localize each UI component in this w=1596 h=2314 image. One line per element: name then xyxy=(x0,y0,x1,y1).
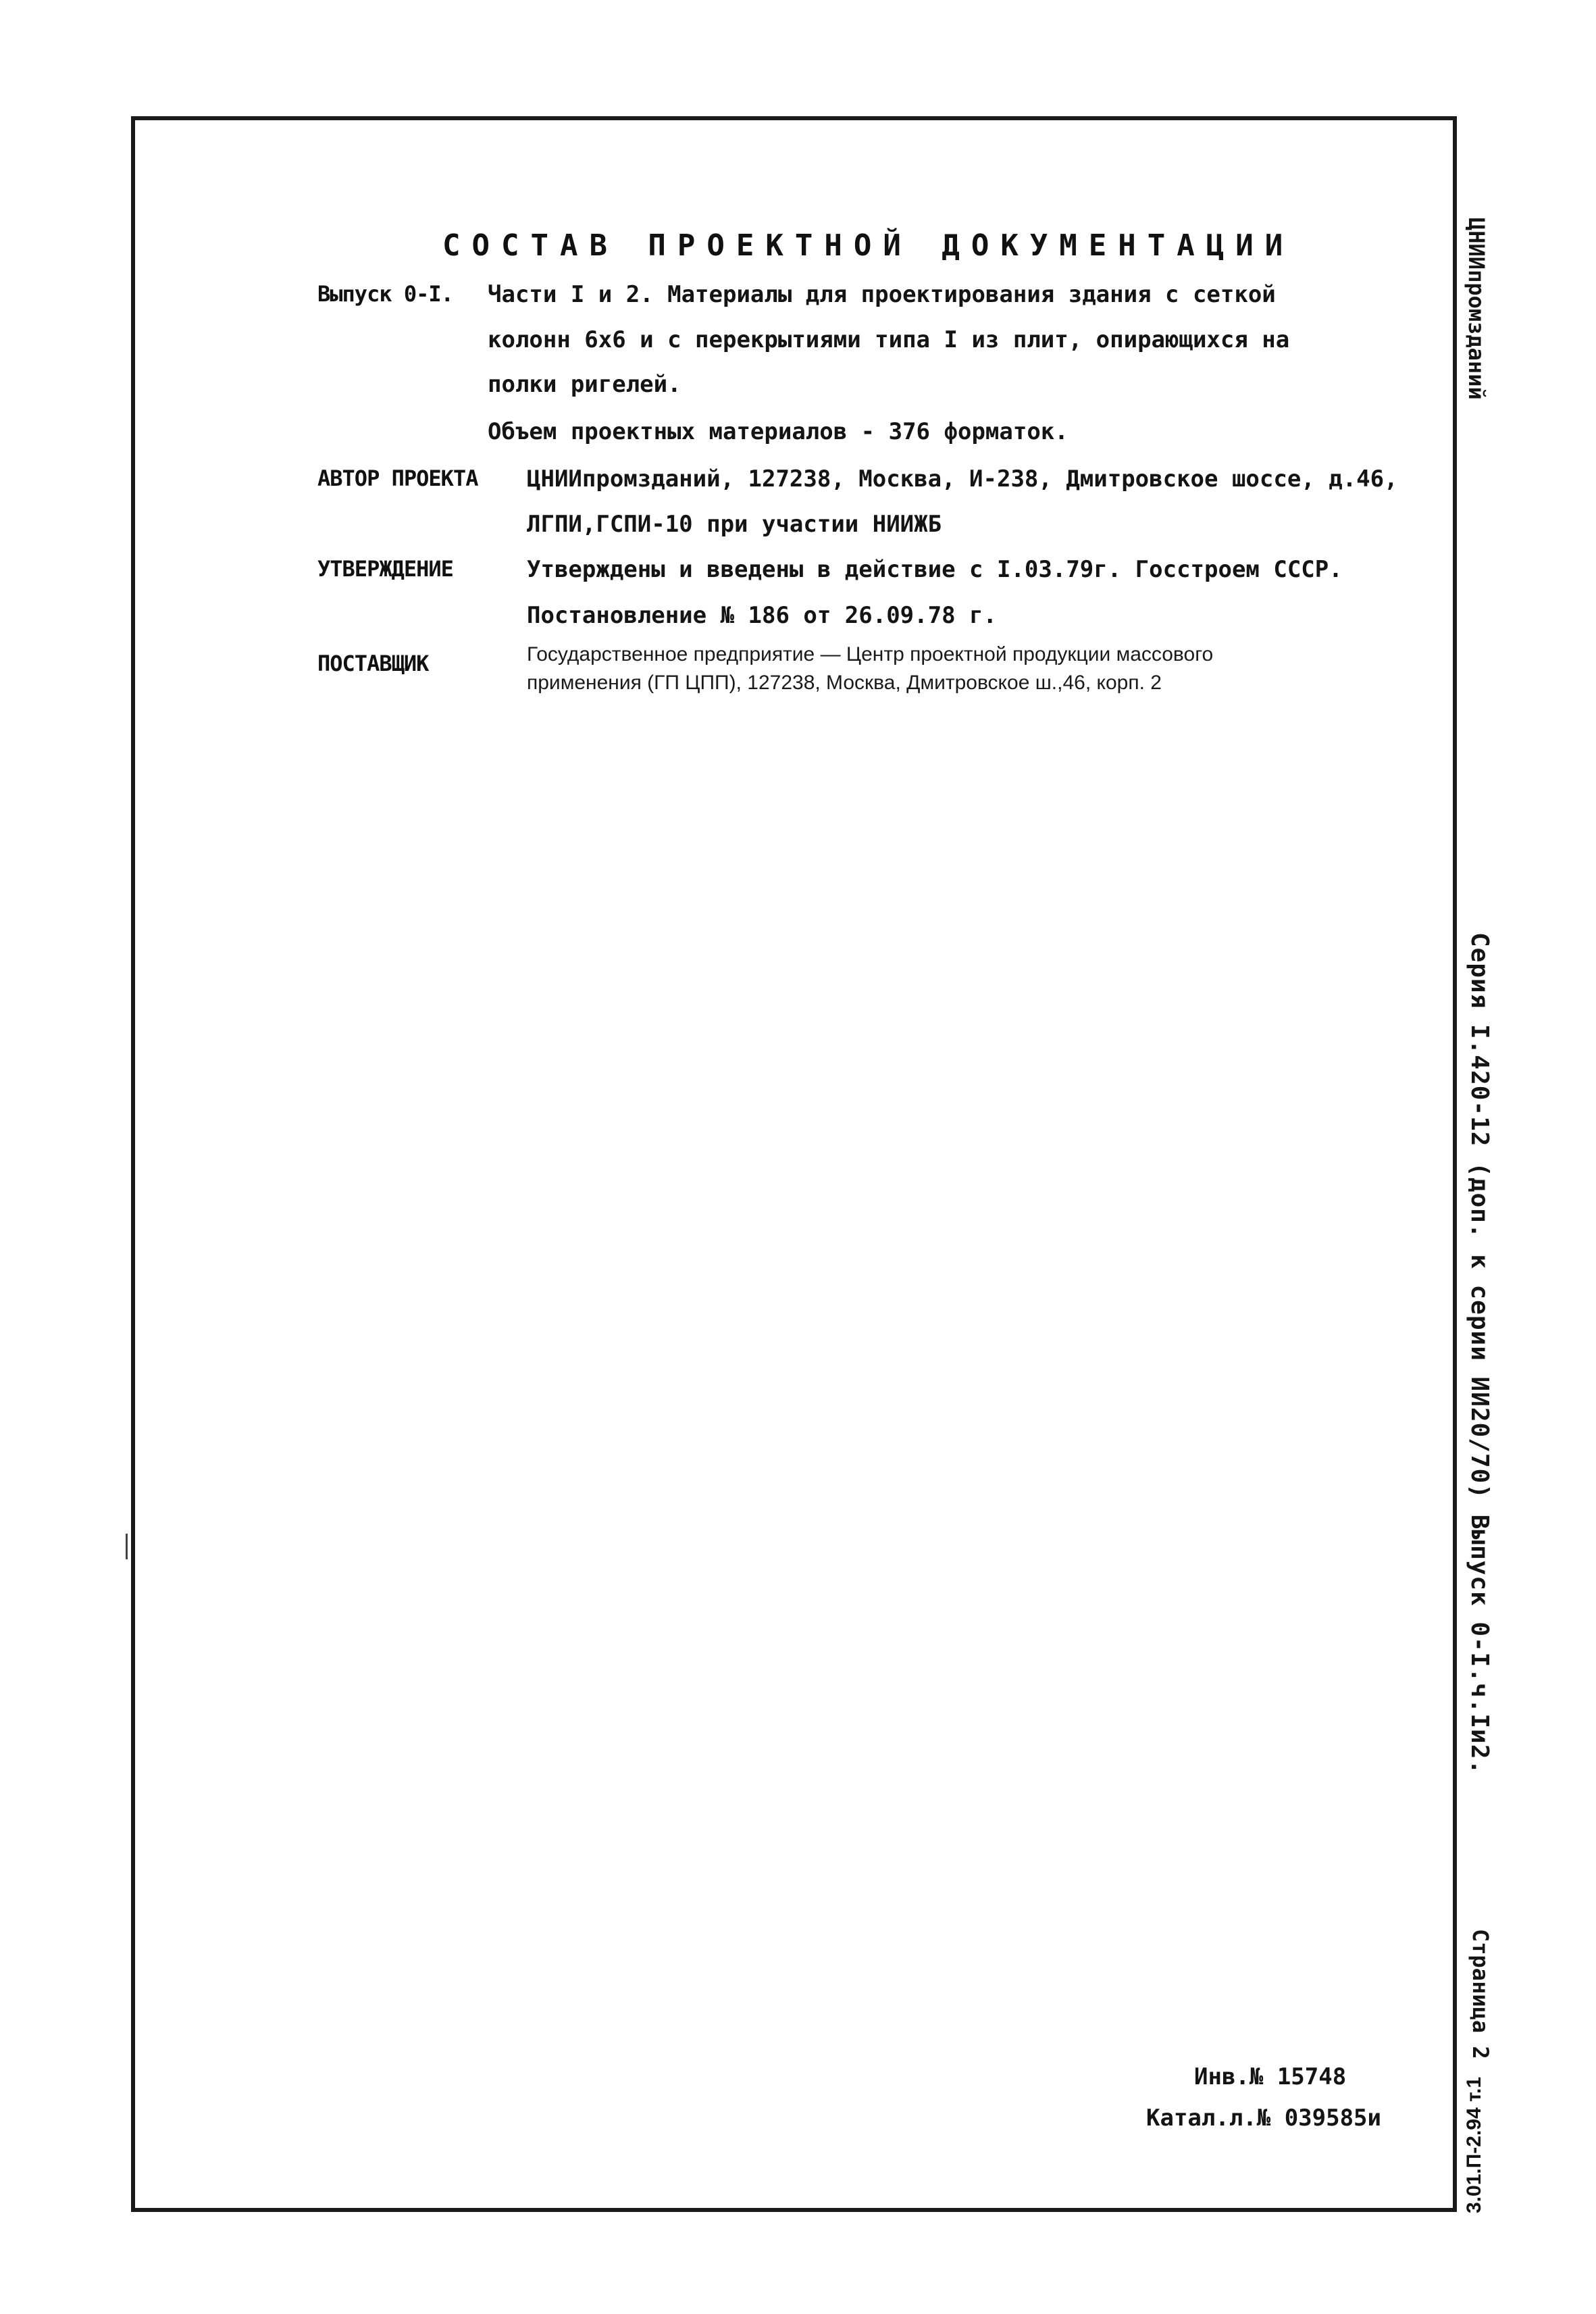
author-line-1: ЦНИИпромзданий, 127238, Москва, И-238, Дмитровское шоссе, д.46, xyxy=(527,466,1398,493)
document-code: 3.01.П-2.94 т.1 xyxy=(1463,2076,1485,2213)
approval-line-2: Постановление № 186 от 26.09.78 г. xyxy=(527,602,997,629)
issue-line-1: Части I и 2. Материалы для проектирования здания с сеткой xyxy=(488,281,1276,308)
inventory-number: Инв.№ 15748 xyxy=(1194,2063,1347,2090)
approval-line-1: Утверждены и введены в действие с I.03.79г. Госстроем СССР. xyxy=(527,556,1343,583)
supplier-line-1: Государственное предприятие — Центр проектной продукции массового xyxy=(527,643,1214,665)
issue-line-3: полки ригелей. xyxy=(488,371,681,398)
side-series: Серия I.420-12 (доп. к серии ИИ20/70) Выпуск 0-I.ч.Iи2. xyxy=(1466,932,1493,1776)
document-title: СОСТАВ ПРОЕКТНОЙ ДОКУМЕНТАЦИИ xyxy=(442,228,1295,263)
supplier-label: ПОСТАВЩИК xyxy=(317,651,429,676)
author-line-2: ЛГПИ,ГСПИ-10 при участии НИИЖБ xyxy=(527,511,942,538)
scan-mark xyxy=(126,1534,128,1559)
issue-line-2: колонн 6х6 и с перекрытиями типа I из плит, опирающихся на xyxy=(488,326,1290,353)
author-label: АВТОР ПРОЕКТА xyxy=(317,466,478,491)
issue-label: Выпуск 0-I. xyxy=(317,281,453,307)
catalog-number: Катал.л.№ 039585и xyxy=(1146,2105,1381,2132)
side-page: Страница 2 xyxy=(1468,1929,1493,2059)
side-organization: ЦНИИпромзданий xyxy=(1464,218,1489,400)
issue-volume: Объем проектных материалов - 376 форматок. xyxy=(488,418,1069,445)
supplier-line-2: применения (ГП ЦПП), 127238, Москва, Дмитровское ш.,46, корп. 2 xyxy=(527,672,1162,694)
approval-label: УТВЕРЖДЕНИЕ xyxy=(317,556,453,582)
